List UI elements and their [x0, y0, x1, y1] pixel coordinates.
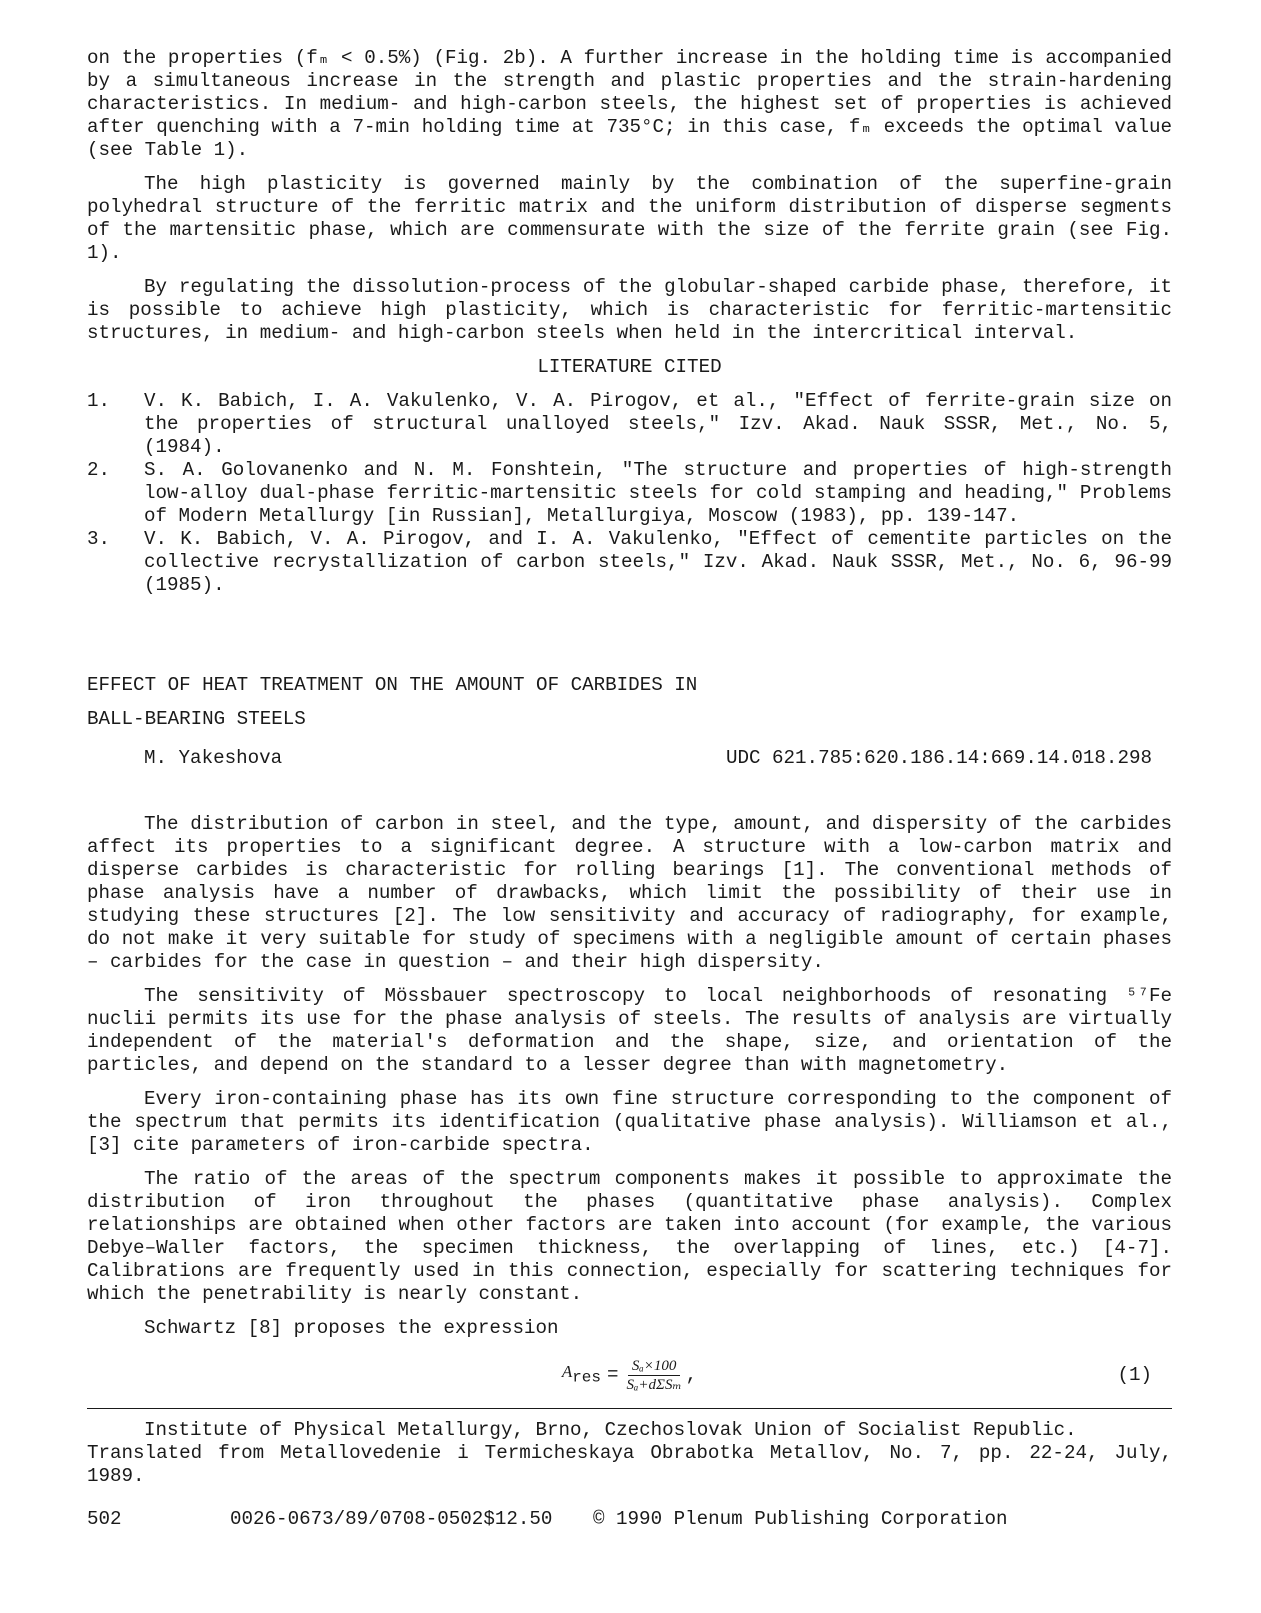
body-paragraph-1: The distribution of carbon in steel, and the type, amount, and dispersity of the carbides affect its properties to a significant degree. A structure with a low-carbon matrix and disperse carbides is characteristic for rolling bearings [1]. The conventional methods of phase analysis have a number of drawbacks, which limit the possibility of their use in studying these structures [2]. The low sensitivity and accuracy of radiography, for example, do not make it very suitable for study of specimens with a negligible amount of certain phases – carbides for the case in question – and their high dispersity.: [87, 813, 1172, 973]
reference-number: 1.: [87, 390, 111, 412]
footnote-affiliation: Institute of Physical Metallurgy, Brno, Czechoslovak Union of Socialist Republic.: [144, 1419, 1077, 1441]
body-paragraph-3: Every iron-containing phase has its own fine structure corresponding to the component of the spectrum that permits its identification (qualitative phase analysis). Williamson et al., [3] cite parameters of iron-carbide spectra.: [87, 1088, 1172, 1156]
reference-item: [87, 390, 1172, 459]
equation-lhs: $A_{res}$: [561, 1362, 602, 1387]
reference-text: V. K. Babich, I. A. Vakulenko, V. A. Pirogov, et al., "Effect of ferrite-grain size on the properties of structural unalloyed steels," Izv. Akad. Nauk SSSR, Met., No. 5, (1984).: [144, 390, 1172, 458]
equation-number: (1): [1117, 1364, 1152, 1386]
paragraph-top-1: on the properties (fₘ < 0.5%) (Fig. 2b). A further increase in the holding time is accompanied by a simultaneous increase in the strength and plastic properties and the strain-hardening characteristics. In medium- and high-carbon steels, the highest set of properties is achieved after quenching with a 7-min holding time at 735°C; in this case, fₘ exceeds the optimal value (see Table 1).: [87, 47, 1172, 161]
equation-lhs-subscript: res: [572, 1368, 602, 1387]
author-row: [87, 747, 1172, 770]
paper-page: [87, 47, 1172, 1531]
reference-number: 3.: [87, 528, 111, 550]
page-number: 502: [87, 1508, 122, 1530]
reference-number: 2.: [87, 459, 111, 481]
author-name: M. Yakeshova: [144, 747, 283, 769]
equation-fraction: [623, 1357, 686, 1394]
reference-text: S. A. Golovanenko and N. M. Fonshtein, "The structure and properties of high-strength low-alloy dual-phase ferritic-martensitic steels for cold stamping and heading," Problems of Modern Metallurgy [in Russian], Metallurgiya, Moscow (1983), pp. 139-147.: [144, 459, 1172, 527]
equation-trailing: ,: [685, 1363, 698, 1386]
article-title-line-2: BALL-BEARING STEELS: [87, 708, 306, 730]
literature-heading: LITERATURE CITED: [537, 356, 722, 378]
equation-1: [87, 1352, 1172, 1398]
footnote-translation: Translated from Metallovedenie i Termicheskaya Obrabotka Metallov, No. 7, pp. 22-24, July, 1989.: [87, 1442, 1172, 1487]
body-paragraph-5: Schwartz [8] proposes the expression: [144, 1317, 559, 1339]
reference-item: [87, 528, 1172, 597]
article-title-line-1: EFFECT OF HEAT TREATMENT ON THE AMOUNT OF CARBIDES IN: [87, 674, 698, 696]
paragraph-top-3: By regulating the dissolution-process of the globular-shaped carbide phase, therefore, it is possible to achieve high plasticity, which is characteristic for ferritic-martensitic structures, in medium- and high-carbon steels when held in the intercritical interval.: [87, 276, 1172, 344]
reference-text: V. K. Babich, V. A. Pirogov, and I. A. Vakulenko, "Effect of cementite particles on the collective recrystallization of carbon steels," Izv. Akad. Nauk SSSR, Met., No. 6, 96-99 (1985).: [144, 528, 1172, 596]
article-code: 0026-0673/89/0708-0502$12.50: [230, 1508, 553, 1530]
paragraph-top-2: The high plasticity is governed mainly by the combination of the superfine-grain polyhedral structure of the ferritic matrix and the uniform distribution of disperse segments of the martensitic phase, which are commensurate with the size of the ferrite grain (see Fig. 1).: [87, 173, 1172, 264]
equation-equals: =: [607, 1363, 619, 1386]
copyright-notice: © 1990 Plenum Publishing Corporation: [593, 1508, 1008, 1530]
section-spacer: [87, 608, 1172, 668]
body-paragraph-4: The ratio of the areas of the spectrum components makes it possible to approximate the distribution of iron throughout the phases (quantitative phase analysis). Complex relationships are obtained when other factors are taken into account (for example, the various Debye–Waller factors, the specimen thickness, the overlapping of lines, etc.) [4-7]. Calibrations are frequently used in this connection, especially for scattering techniques for which the penetrability is nearly constant.: [87, 1168, 1172, 1305]
equation-denominator: Sₐ+dΣSₘ: [626, 1376, 682, 1393]
equation-numerator: Sₐ×100: [628, 1357, 681, 1376]
page-footer: [87, 1508, 1172, 1531]
footnote-divider: [87, 1408, 1172, 1409]
section-spacer: [87, 770, 1172, 813]
body-paragraph-2: The sensitivity of Mössbauer spectroscopy to local neighborhoods of resonating ⁵⁷Fe nuclii permits its use for the phase analysis of steels. The results of analysis are virtually independent of the material's deformation and the shape, size, and orientation of the particles, and depend on the standard to a lesser degree than with magnetometry.: [87, 985, 1172, 1076]
udc-code: UDC 621.785:620.186.14:669.14.018.298: [725, 747, 1152, 769]
reference-item: [87, 459, 1172, 528]
reference-list: [87, 390, 1172, 597]
